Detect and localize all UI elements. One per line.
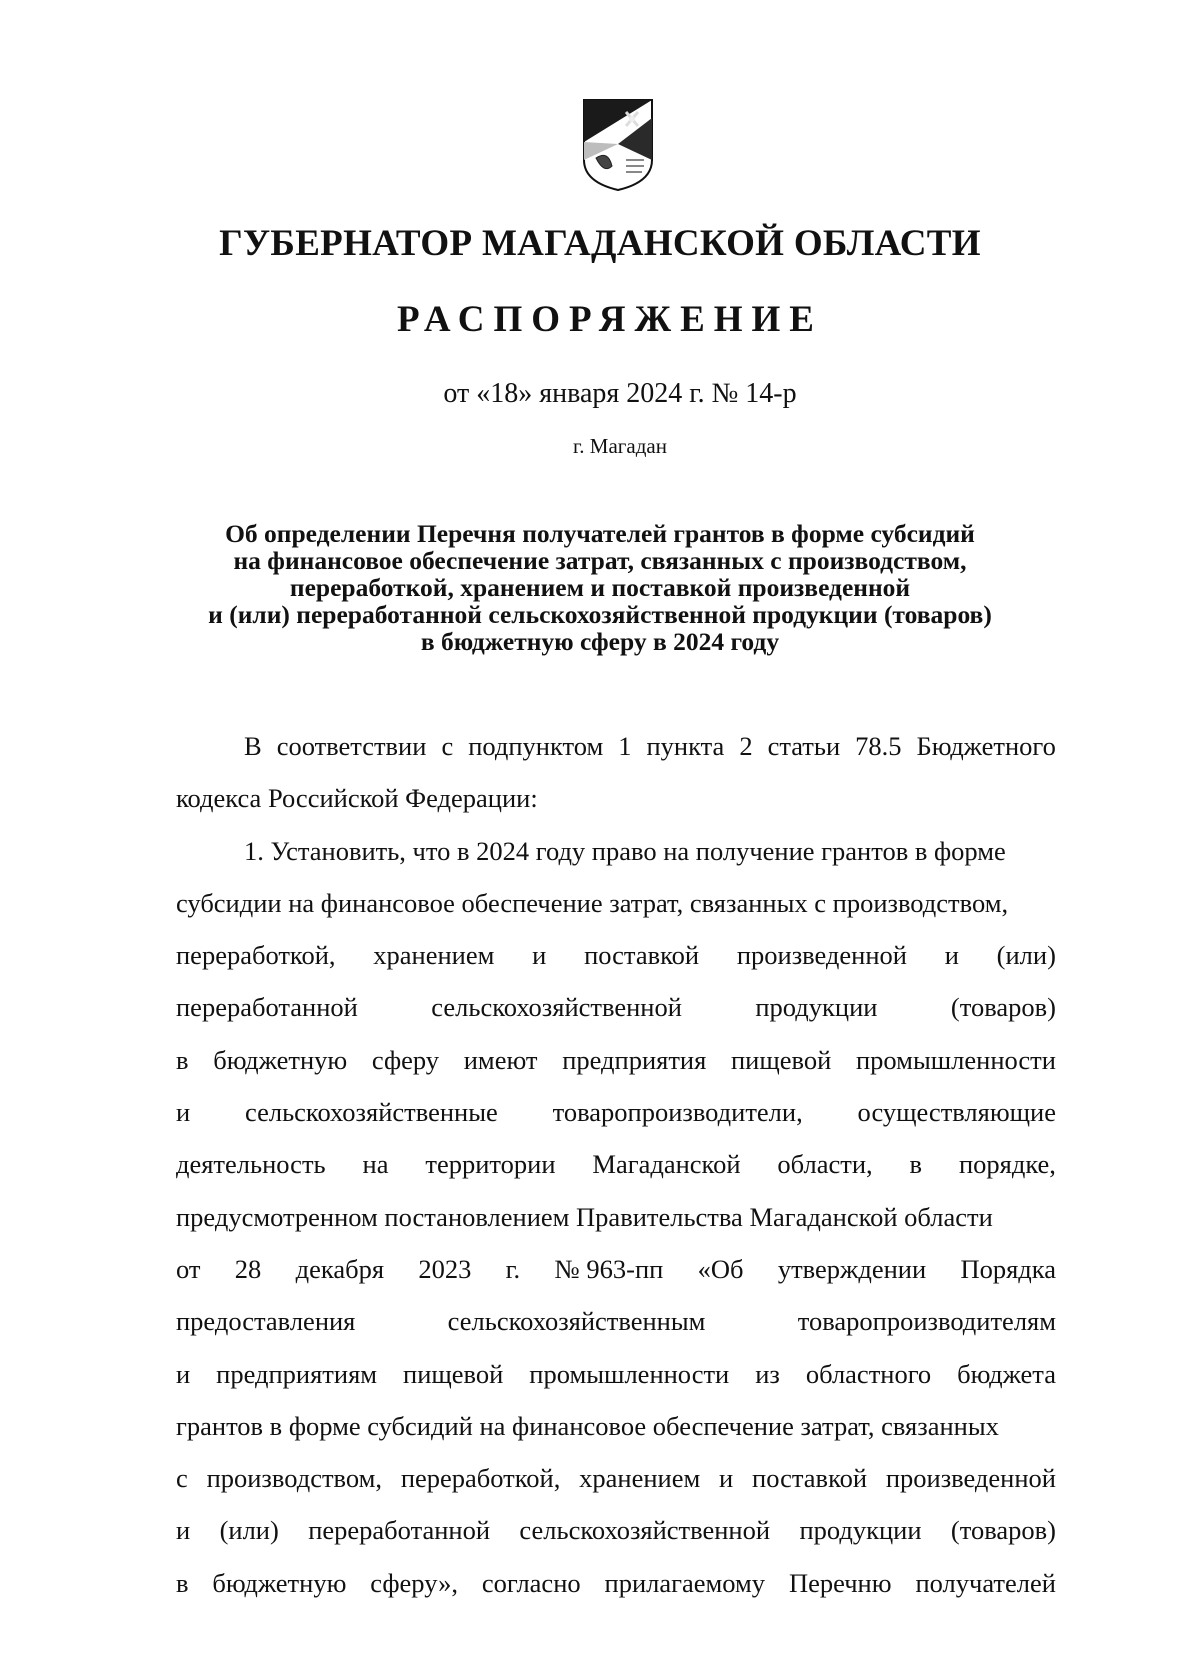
item-1-line (176, 981, 1056, 1033)
subject-line: в бюджетную сферу в 2024 году (420, 627, 780, 656)
word: от (176, 1253, 201, 1284)
word: (товаров) (950, 1515, 1056, 1546)
word: бюджетную (212, 1567, 347, 1598)
word: сферу (371, 1044, 440, 1075)
word: статьи (767, 731, 841, 761)
word: пункта (646, 731, 725, 761)
word: соответствии (276, 731, 427, 761)
word: предприятиям (216, 1358, 378, 1389)
word: на (362, 1149, 389, 1180)
word: г. (505, 1253, 521, 1284)
word: бюджета (957, 1358, 1056, 1389)
coat-of-arms-emblem-icon (582, 98, 654, 192)
word: произведенной (736, 940, 907, 971)
word: произведенной (885, 1463, 1056, 1494)
word: Бюджетного (916, 731, 1056, 761)
word: согласно (481, 1567, 581, 1598)
subject-line: на финансовое обеспечение затрат, связанных с производством, (233, 546, 967, 575)
item-1-line (176, 1034, 1056, 1086)
word: и (532, 940, 547, 971)
word: и (176, 1358, 191, 1389)
item-1-line: предусмотренном постановлением Правительства Магаданской области (176, 1201, 993, 1232)
word: бюджетную (213, 1044, 348, 1075)
word: утверждении (777, 1253, 927, 1284)
subject-line: переработкой, хранением и поставкой произведенной (289, 573, 911, 602)
word: территории (425, 1149, 556, 1180)
word: хранением (579, 1463, 701, 1494)
word: и (944, 940, 959, 971)
item-1-line (176, 1348, 1056, 1400)
word: в (176, 1567, 189, 1598)
word: сельскохозяйственной (519, 1515, 771, 1546)
item-1-line (176, 1452, 1056, 1504)
preamble-line (176, 720, 1056, 772)
subject-line: Об определении Перечня получателей грантов в форме субсидий (225, 519, 975, 548)
subject-line: и (или) переработанной сельскохозяйственной продукции (товаров) (208, 600, 992, 629)
word: товаропроизводителям (797, 1306, 1056, 1337)
word: переработкой, (400, 1463, 561, 1494)
word: переработанной (176, 992, 358, 1023)
word: порядке, (958, 1149, 1056, 1180)
word: областного (805, 1358, 932, 1389)
item-1-line (176, 1086, 1056, 1138)
word: пищевой (403, 1358, 504, 1389)
word: промышленности (529, 1358, 730, 1389)
word: 2 (739, 731, 753, 761)
word: продукции (755, 992, 878, 1023)
word: 2023 (418, 1253, 472, 1284)
word: с (176, 1463, 188, 1494)
word: переработанной (308, 1515, 491, 1546)
word: области, (777, 1149, 873, 1180)
word: 28 (234, 1253, 262, 1284)
word: сельскохозяйственным (447, 1306, 706, 1337)
issuing-authority: ГУБЕРНАТОР МАГАДАНСКОЙ ОБЛАСТИ (219, 223, 981, 264)
word: промышленности (856, 1044, 1056, 1075)
word: сельскохозяйственные (245, 1097, 498, 1128)
item-1-line (176, 1557, 1056, 1609)
word: сельскохозяйственной (431, 992, 682, 1023)
word: с (441, 731, 454, 761)
item-1-line: субсидии на финансовое обеспечение затрат, связанных с производством, (176, 887, 1009, 918)
word: 1 (618, 731, 632, 761)
word: из (755, 1358, 780, 1389)
word: (или) (219, 1515, 279, 1546)
word: Порядка (960, 1253, 1056, 1284)
date-and-number: от «18» января 2024 г. № 14-р (443, 378, 797, 409)
document-body (176, 720, 1056, 1609)
word: пищевой (731, 1044, 832, 1075)
item-1-line: 1. Установить, что в 2024 году право на получение грантов в форме (244, 835, 1006, 866)
word: и (176, 1097, 191, 1128)
word: (или) (996, 940, 1056, 971)
word: осуществляющие (857, 1097, 1056, 1128)
word: имеют (463, 1044, 538, 1075)
document-type-title: РАСПОРЯЖЕНИЕ (396, 299, 823, 340)
word: Магаданской (592, 1149, 741, 1180)
word: (товаров) (950, 992, 1056, 1023)
item-1-line (176, 1504, 1056, 1556)
item-1-line (176, 1295, 1056, 1347)
word: продукции (799, 1515, 922, 1546)
word: деятельность (176, 1149, 326, 1180)
word: предприятия (562, 1044, 707, 1075)
word: производством, (206, 1463, 383, 1494)
word: в (176, 1044, 189, 1075)
word: Перечню (788, 1567, 892, 1598)
word: переработкой, (176, 940, 336, 971)
item-1-line (176, 1243, 1056, 1295)
word: «Об (697, 1253, 744, 1284)
city-of-issue: г. Магадан (573, 434, 667, 458)
word: прилагаемому (604, 1567, 766, 1598)
word: декабря (295, 1253, 385, 1284)
word: товаропроизводители, (552, 1097, 803, 1128)
item-1-line (176, 929, 1056, 981)
item-1-line: грантов в форме субсидий на финансовое обеспечение затрат, связанных (176, 1410, 999, 1441)
word: получателей (915, 1567, 1056, 1598)
word: № 963-пп (554, 1253, 664, 1284)
word: поставкой (584, 940, 700, 971)
word: поставкой (752, 1463, 868, 1494)
word: подпунктом (468, 731, 604, 761)
document-subject (150, 520, 1050, 655)
word: хранением (373, 940, 495, 971)
word: и (176, 1515, 191, 1546)
word: в (909, 1149, 923, 1180)
preamble-line: кодекса Российской Федерации: (176, 783, 538, 814)
item-1-line (176, 1138, 1056, 1190)
word: предоставления (176, 1306, 356, 1337)
word: В (244, 731, 262, 761)
word: сферу», (370, 1567, 458, 1598)
word: 78.5 (855, 731, 902, 761)
word: и (719, 1463, 734, 1494)
